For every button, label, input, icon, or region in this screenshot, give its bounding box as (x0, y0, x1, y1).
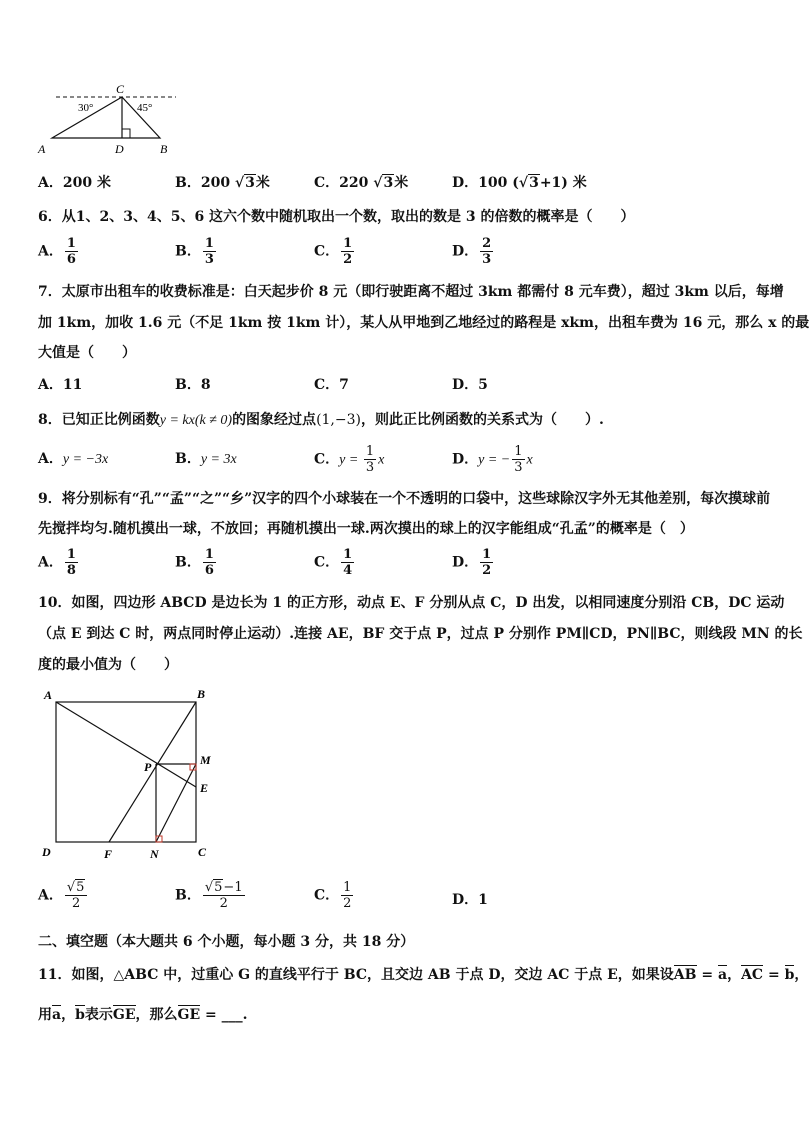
q10-figure (36, 684, 226, 860)
q9-line1: 9．将分别标有“孔”“孟”“之”“乡”汉字的四个小球装在一个不透明的口袋中，这些球除汉字外无其他差别，每次摸球前 (38, 491, 771, 507)
q8-option-b: B．y = 3x (175, 451, 237, 467)
q5-option-b: B．200 √3米 (175, 175, 270, 191)
right-angle-mark (122, 129, 130, 138)
label-e: E (200, 781, 209, 795)
q9-option-a: A． $\frac{1}{8}$ (38, 547, 76, 578)
section-2-heading: 二、填空题（本大题共 6 个小题，每小题 3 分，共 18 分） (38, 934, 415, 950)
q10-line2: （点 E 到达 C 时，两点同时停止运动）.连接 AE，BF 交于点 P，过点 P 分别作 PM∥CD，PN∥BC，则线段 MN 的长 (38, 626, 803, 642)
line-bf (109, 702, 196, 842)
line-ae (56, 702, 196, 787)
q10-option-b: B． $\frac{√5-1}{2}$ (175, 880, 243, 911)
q9-option-c: C． $\frac{1}{4}$ (314, 547, 353, 578)
q10-line3: 度的最小值为（ ） (38, 657, 178, 673)
q6-stem: 6．从1、2、3、4、5、6 这六个数中随机取出一个数，取出的数是 3 的倍数的概率是（ ） (38, 209, 635, 225)
q6-option-b: B． $\frac{1}{3}$ (175, 236, 214, 267)
q6-option-a: A． $\frac{1}{6}$ (38, 236, 76, 267)
q6-option-d: D． $\frac{2}{3}$ (452, 236, 492, 267)
label-b: B (160, 142, 168, 156)
q11-line2: 用a，b表示GE，那么GE = ___. (38, 1007, 248, 1023)
label-b: B (197, 687, 206, 701)
angle-30-label: 30° (78, 102, 94, 114)
q10-option-a: A． $\frac{√5}{2}$ (38, 880, 89, 911)
q10-line1: 10．如图，四边形 ABCD 是边长为 1 的正方形，动点 E、F 分别从点 C，D 出发，以相同速度分别沿 CB，DC 运动 (38, 595, 785, 611)
q9-line2: 先搅拌均匀.随机摸出一球，不放回；再随机摸出一球.两次摸出的球上的汉字能组成“孔孟”的概率是（ ） (38, 521, 694, 537)
q7-option-d: D．5 (452, 377, 488, 393)
q6-option-c: C． $\frac{1}{2}$ (314, 236, 353, 267)
q5-option-c: C．220 √3米 (314, 175, 409, 191)
q9-option-d: D． $\frac{1}{2}$ (452, 547, 492, 578)
angle-45-label: 45° (137, 102, 153, 114)
label-d: D (115, 142, 124, 156)
q7-line2: 加 1km，加收 1.6 元（不足 1km 按 1km 计），某人从甲地到乙地经过的路程是 xkm，出租车费为 16 元，那么 x 的最 (38, 315, 809, 331)
q10-option-c: C． $\frac{1}{2}$ (314, 880, 352, 911)
q10-option-d: D．1 (452, 892, 488, 908)
q8-option-d: D．y = − $\frac{1}{3}$ x (452, 444, 533, 475)
label-c: C (198, 845, 207, 859)
q8-option-c: C．y = $\frac{1}{3}$ x (314, 444, 385, 475)
q8-stem: 8．已知正比例函数y = kx(k ≠ 0)的图象经过点(1,−3)，则此正比例函数的关系式为（ ）. (38, 412, 604, 428)
q9-option-b: B． $\frac{1}{6}$ (175, 547, 214, 578)
q7-option-c: C．7 (314, 377, 349, 393)
label-f: F (104, 847, 113, 861)
label-p: P (144, 760, 152, 774)
label-c: C (116, 82, 125, 96)
label-m: M (200, 753, 211, 767)
q7-line3: 大值是（ ） (38, 345, 136, 361)
q5-figure (36, 80, 186, 156)
q5-option-a: A．200 米 (38, 175, 111, 191)
label-a: A (38, 142, 46, 156)
q7-option-b: B．8 (175, 377, 211, 393)
square-abcd (56, 702, 196, 842)
q8-option-a: A．y = −3x (38, 451, 109, 467)
label-d: D (42, 845, 51, 859)
label-a: A (44, 688, 53, 702)
q5-option-d: D．100 (√3+1) 米 (452, 175, 587, 191)
q7-option-a: A．11 (38, 377, 83, 393)
line-mn (156, 764, 196, 842)
q11-line1: 11．如图，△ABC 中，过重心 G 的直线平行于 BC，且交边 AB 于点 D，交边 AC 于点 E，如果设AB = a，AC = b， (38, 967, 809, 983)
q7-line1: 7．太原市出租车的收费标准是：白天起步价 8 元（即行驶距离不超过 3km 都需付 8 元车费），超过 3km 以后，每增 (38, 284, 784, 300)
label-n: N (150, 847, 159, 861)
